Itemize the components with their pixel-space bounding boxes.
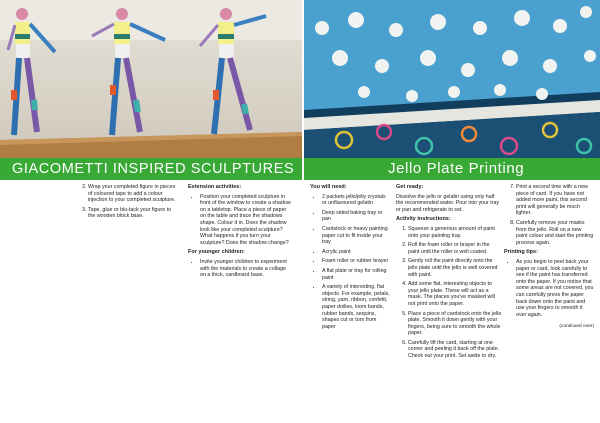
need-item: • Deep sided baking tray or pan (322, 210, 390, 223)
left-column-extension (188, 184, 292, 282)
need-item: • A flat plate or tray for rolling paint (322, 268, 390, 281)
step-item: 3. Tape, glue or blu-tack your figure to the wooden block base. (88, 207, 176, 220)
instruction-item: 7. Print a second time with a new piece of card. If you have not added more paint, this second print will generally be much lighter. (516, 184, 594, 217)
need-item: • Foam roller or rubber brayer (322, 258, 390, 265)
extension-heading: Extension activities: (188, 184, 242, 190)
steps-list (76, 184, 176, 220)
tips-heading: Printing tips: (504, 249, 538, 256)
instructions-column (396, 184, 502, 363)
instruction-item: 4. Add some flat, interesting objects to your jello plate. These will act as a mask. The places you've masked will not print onto the paper. (408, 281, 502, 307)
need-column (310, 184, 390, 333)
ready-heading: Get ready: (396, 184, 424, 190)
need-item: • A variety of interesting, flat objects. For example, petals, string, yarn, ribbon, confetti, paper doilies, loom bands, rubber bands, sequins, shapes cut or torn from paper (322, 284, 390, 330)
right-page (304, 0, 600, 423)
tip-item: • As you begin to peel back your paper or card, look carefully to see if the paint has transferred onto the paper. If you notice that some areas are not covered, you can carefully press the paper back down onto the paint and use your fingers to smooth it over again. (516, 259, 594, 318)
extension-item: • Position your completed sculpture in front of the window to create a shadow on a tabletop. Place a piece of paper on the table and trace the shadows shape. Colour it in. Does the shadow look like your completed sculpture? What happens if you turn your sculpture? Does the shadow change? (200, 194, 292, 247)
younger-heading: For younger children: (188, 249, 245, 256)
sculptures-photo (0, 0, 302, 158)
instruction-item: 5. Place a piece of cardstock onto the jello plate. Smooth it down gently with your fingers, being sure to smooth the whole paper. (408, 311, 502, 337)
younger-list (188, 259, 292, 279)
tips-list (504, 259, 594, 318)
need-list (310, 194, 390, 331)
step-item: 2. Wrap your completed figure in pieces of coloured tape to add a colour injection to your completed sculpture. (88, 184, 176, 204)
need-heading: You will need: (310, 184, 347, 190)
need-item: • Cardstock or heavy painting paper cut to fit inside your tray (322, 226, 390, 246)
left-column-steps (76, 184, 176, 223)
tips-column (504, 184, 594, 331)
right-banner-title: Jello Plate Printing (304, 158, 600, 180)
instruction-item: 1. Squeeze a generous amount of paint onto your painting tray. (408, 226, 502, 239)
instruction-item: 2. Roll the foam roller or brayer in the paint until the roller is well coated. (408, 242, 502, 255)
jello-print-illustration (304, 0, 600, 158)
younger-item: • Invite younger children to experiment with the materials to create a collage on a thick, cardboard base. (200, 259, 292, 279)
need-item: • Acrylic paint (322, 249, 390, 256)
instruction-item: 6. Carefully lift the card, starting at one corner and peeling it back off the plate. Check out your print. Set aside to dry. (408, 340, 502, 360)
instruction-item: 8. Carefully remove your masks from the jello. Roll on a new paint colour and start the printing process again. (516, 220, 594, 246)
continued-steps-list (504, 184, 594, 246)
extension-list (188, 194, 292, 247)
jello-print-photo (304, 0, 600, 158)
sculptures-illustration (0, 0, 302, 158)
instruction-item: 3. Gently roll the paint directly onto the jello plate until the jello is well covered with paint. (408, 258, 502, 278)
need-item: • 2 packets jello/jelly crystals or unflavoured gelatin (322, 194, 390, 207)
ready-text: Dissolve the jello or gelatin using only half the recommended water. Pour into your tray or pan and refrigerate to set. (396, 193, 500, 213)
instructions-list (396, 226, 502, 360)
left-banner-title: GIACOMETTI INSPIRED SCULPTURES (0, 158, 302, 180)
continued-note: (continued over) (559, 324, 594, 330)
instructions-heading: Activity instructions: (396, 216, 451, 223)
